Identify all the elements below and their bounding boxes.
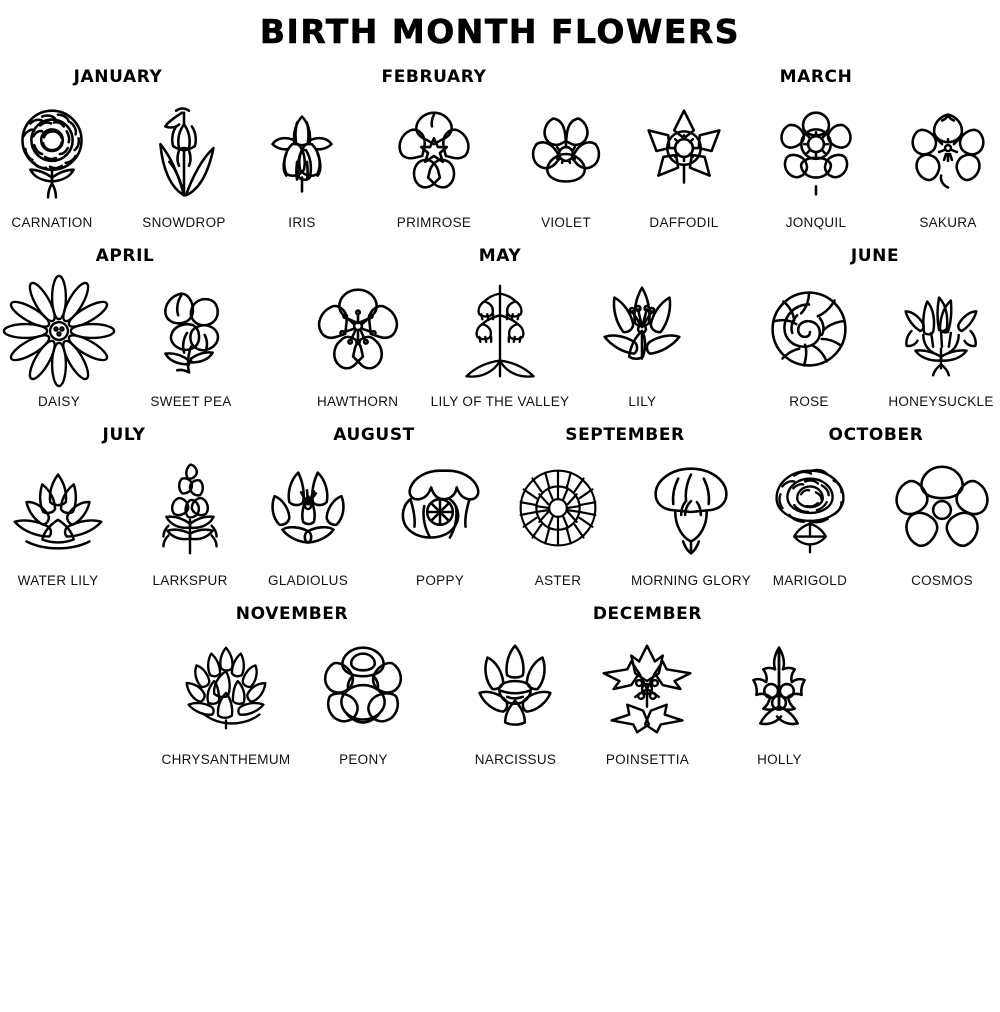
sweet-pea-flower-icon [132,272,250,390]
sakura-flower-icon [889,93,1000,211]
month-label-may: MAY [478,246,522,266]
month-row-3 [0,425,1000,588]
flower-cell-jonquil[interactable] [757,93,875,230]
flower-name: SAKURA [919,215,977,230]
page-title: BIRTH MONTH FLOWERS [259,12,741,51]
flower-name: HAWTHORN [316,394,399,409]
lily-of-the-valley-flower-icon [441,272,559,390]
month-label-january: JANUARY [73,67,163,87]
month-group-december [456,604,838,767]
flower-cell-sakura[interactable] [889,93,1000,230]
flower-name: ROSE [789,394,829,409]
snowdrop-flower-icon [125,93,243,211]
month-label-february: FEBRUARY [381,67,487,87]
month-group-august [249,425,499,588]
month-label-june: JUNE [850,246,900,266]
flower-name: MORNING GLORY [631,573,751,588]
flower-cell-lily-of-the-valley[interactable] [431,272,570,409]
honeysuckle-flower-icon [882,272,1000,390]
flower-cell-gladiolus[interactable] [249,451,367,588]
flower-strip-december [456,630,838,767]
flower-cell-cosmos[interactable] [883,451,1000,588]
flower-name: LILY [628,394,657,409]
month-row-2 [0,246,1000,409]
flower-cell-hawthorn[interactable] [299,272,417,409]
flower-name: PRIMROSE [396,215,472,230]
month-rows [0,67,1000,767]
flower-name: NARCISSUS [474,752,557,767]
poppy-flower-icon [381,451,499,569]
narcissus-flower-icon [456,630,574,748]
month-label-july: JULY [102,425,146,445]
flower-cell-carnation[interactable] [0,93,111,230]
poinsettia-flower-icon [588,630,706,748]
flower-cell-daisy[interactable] [0,272,118,409]
flower-name: POINSETTIA [605,752,690,767]
violet-flower-icon [507,93,625,211]
flower-cell-snowdrop[interactable] [125,93,243,230]
flower-cell-holly[interactable] [720,630,838,767]
flower-strip-august [249,451,499,588]
month-group-may [299,246,702,409]
flower-name: POPPY [416,573,465,588]
flower-name: COSMOS [911,573,973,588]
month-group-september [499,425,751,588]
lily-flower-icon [583,272,701,390]
gladiolus-flower-icon [249,451,367,569]
month-group-april [0,246,250,409]
flower-name: DAFFODIL [649,215,719,230]
month-group-october [751,425,1000,588]
flower-name: HOLLY [757,752,802,767]
flower-name: PEONY [339,752,388,767]
iris-flower-icon [243,93,361,211]
flower-name: GLADIOLUS [268,573,349,588]
flower-name: JONQUIL [785,215,847,230]
flower-name: IRIS [288,215,316,230]
flower-strip-may [299,272,702,409]
flower-cell-poinsettia[interactable] [588,630,706,767]
month-row-4 [0,604,1000,767]
flower-strip-june [750,272,1000,409]
flower-cell-peony[interactable] [304,630,422,767]
flower-strip-february [243,93,625,230]
daffodil-flower-icon [625,93,743,211]
hawthorn-flower-icon [299,272,417,390]
flower-strip-september [499,451,751,588]
flower-strip-march [625,93,1000,230]
flower-cell-water-lily[interactable] [0,451,117,588]
flower-cell-iris[interactable] [243,93,361,230]
flower-cell-primrose[interactable] [375,93,493,230]
flower-cell-poppy[interactable] [381,451,499,588]
flower-strip-january [0,93,243,230]
flower-name: LARKSPUR [152,573,228,588]
flower-name: CARNATION [11,215,93,230]
flower-name: DAISY [37,394,80,409]
water-lily-flower-icon [0,451,117,569]
morning-glory-flower-icon [632,451,750,569]
flower-cell-aster[interactable] [499,451,617,588]
primrose-flower-icon [375,93,493,211]
month-label-november: NOVEMBER [235,604,349,624]
month-group-january [0,67,243,230]
flower-strip-july [0,451,249,588]
flower-cell-larkspur[interactable] [131,451,249,588]
flower-cell-honeysuckle[interactable] [882,272,1000,409]
cosmos-flower-icon [883,451,1000,569]
flower-name: HONEYSUCKLE [888,394,994,409]
carnation-flower-icon [0,93,111,211]
chrysanthemum-flower-icon [167,630,285,748]
holly-flower-icon [720,630,838,748]
flower-cell-marigold[interactable] [751,451,869,588]
larkspur-flower-icon [131,451,249,569]
marigold-flower-icon [751,451,869,569]
aster-flower-icon [499,451,617,569]
daisy-flower-icon [0,272,118,390]
month-label-august: AUGUST [333,425,415,445]
flower-cell-lily[interactable] [583,272,701,409]
flower-cell-morning-glory[interactable] [631,451,751,588]
flower-strip-april [0,272,250,409]
month-row-1 [0,67,1000,230]
flower-name: MARIGOLD [772,573,848,588]
flower-cell-narcissus[interactable] [456,630,574,767]
peony-flower-icon [304,630,422,748]
month-group-november [162,604,423,767]
flower-name: WATER LILY [17,573,99,588]
month-label-september: SEPTEMBER [565,425,685,445]
flower-strip-november [162,630,423,767]
month-label-march: MARCH [779,67,853,87]
month-label-april: APRIL [95,246,155,266]
flower-name: SWEET PEA [150,394,232,409]
rose-flower-icon [750,272,868,390]
flower-cell-sweet-pea[interactable] [132,272,250,409]
flower-name: CHRYSANTHEMUM [161,752,291,767]
month-group-july [0,425,249,588]
flower-name: VIOLET [541,215,591,230]
birth-month-flowers-poster [0,12,1000,1012]
month-group-february [243,67,625,230]
flower-cell-rose[interactable] [750,272,868,409]
month-label-december: DECEMBER [592,604,703,624]
jonquil-flower-icon [757,93,875,211]
flower-cell-violet[interactable] [507,93,625,230]
flower-name: SNOWDROP [142,215,226,230]
month-group-june [750,246,1000,409]
flower-name: LILY OF THE VALLEY [430,394,570,409]
month-group-march [625,67,1000,230]
flower-strip-october [751,451,1000,588]
flower-cell-daffodil[interactable] [625,93,743,230]
flower-name: ASTER [534,573,582,588]
month-label-october: OCTOBER [828,425,924,445]
flower-cell-chrysanthemum[interactable] [162,630,291,767]
